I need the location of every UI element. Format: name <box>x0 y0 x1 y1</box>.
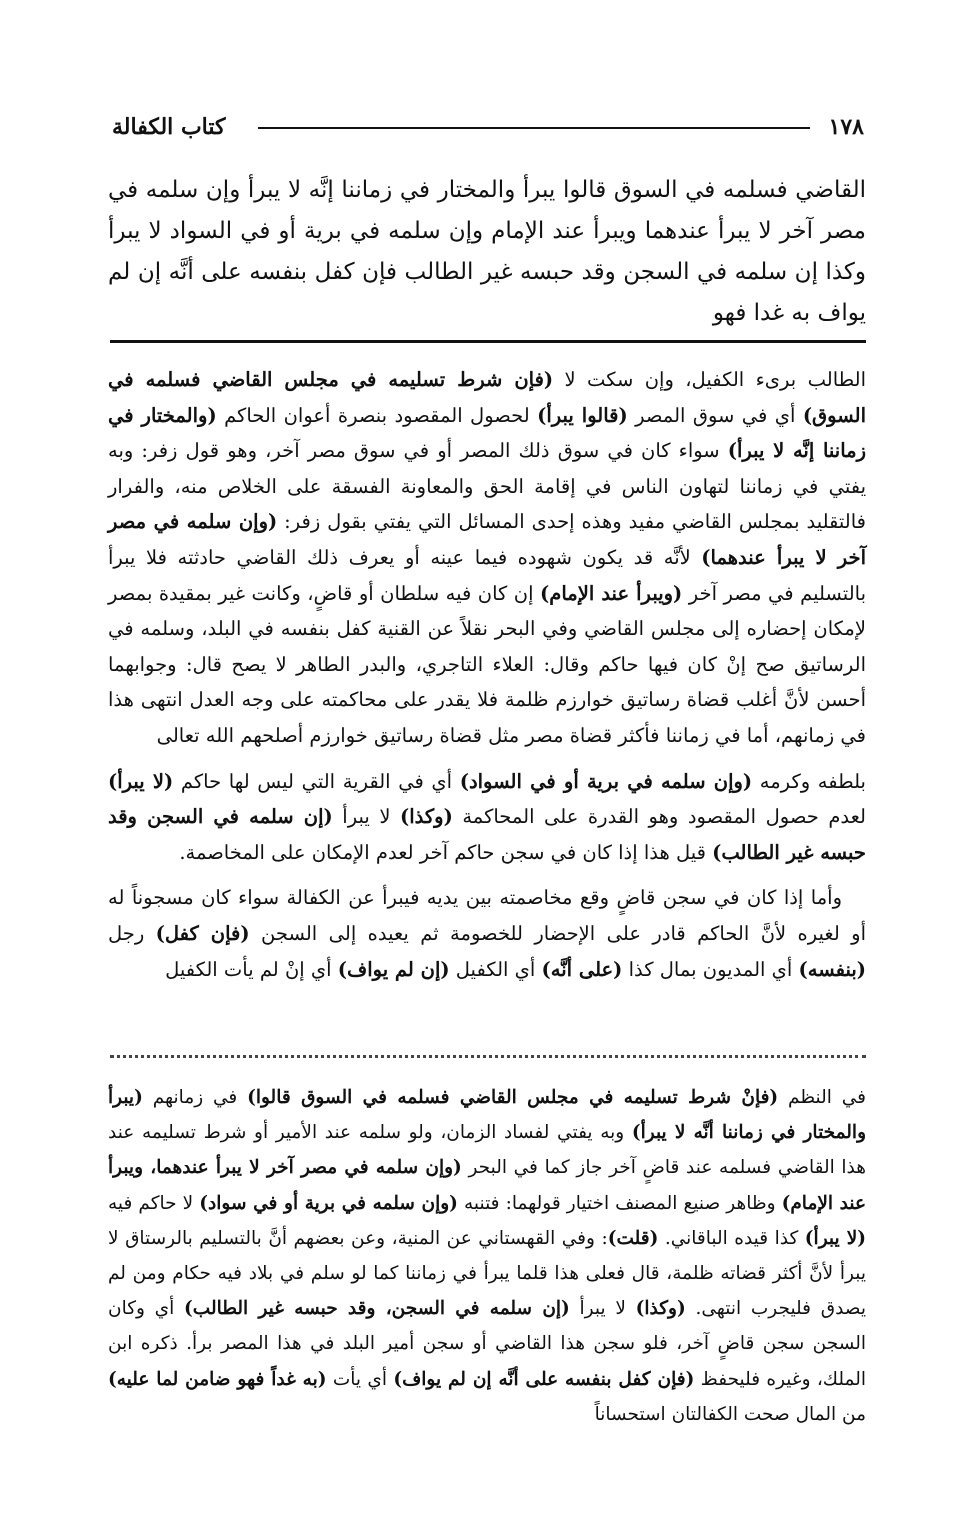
commentary-text: رجل <box>108 921 156 945</box>
matn-quote: (قلت) <box>607 1227 659 1249</box>
matn-quote: (فإن شرط تسليمه في مجلس القاضي فسلمه في السوق) <box>108 368 866 427</box>
commentary-text: وبه يفتي لفساد الزمان، ولو سلمه عند الأمير أو شرط تسليمه عند هذا القاضي فسلمه عند قاضٍ آخر جاز كما في البحر <box>108 1122 867 1179</box>
commentary-text: من المال صحت الكفالتان استحساناً <box>594 1403 866 1425</box>
commentary-text: أي إنْ لم يأت الكفيل <box>165 957 338 981</box>
matn-quote: (وكذا) <box>399 805 453 829</box>
matn-quote: (وكذا) <box>635 1298 686 1320</box>
commentary-text: أي وكان السجن سجن قاضٍ آخر، فلو سجن هذا القاضي أو سجن أمير البلد في هذا المصر برأ. ذكره ابن الملك، وغيره فليحفظ <box>108 1298 866 1390</box>
commentary-text: إن كان فيه سلطان أو قاضٍ، وكانت غير بمقيدة بمصر لإمكان إحضاره إلى مجلس القاضي وفي البحر نقلاً عن القنية كفل بنفسه في البلد، وسلمه في الرساتيق صح إنْ كان فيها حاكم وقال: العلاء التاجري، والبدر الطاهر لا يصح قال: وجوابهما أحسن لأنَّ أغلب قضاة رساتيق خوارزم ظلمة فلا يقدر على محاكمته على وجه العدل انتهى هذا في زمانهم، أما في زماننا فأكثر قضاة مصر مثل قضاة رساتيق خوارزم أصلحهم الله تعالى <box>108 581 866 747</box>
matn-quote: (إن سلمه في السجن، وقد حبسه غير الطالب) <box>184 1298 570 1320</box>
commentary-text: الطالب برىء الكفيل، وإن سكت لا <box>553 368 867 391</box>
commentary-text: بلطفه وكرمه <box>752 769 866 793</box>
commentary-text: قيل هذا إذا كان في سجن حاكم آخر لعدم الإمكان على المخاصمة. <box>179 840 713 864</box>
commentary-section <box>108 362 866 987</box>
commentary-paragraph-3 <box>108 880 866 987</box>
commentary-text: لأنَّه قد يكون شهوده فيما عينه أو يعرف ذلك القاضي حادثته فلا يبرأ بالتسليم في مصر آخر <box>108 545 867 605</box>
header-rule <box>258 127 810 129</box>
matn-quote: (ويبرأ عند الإمام) <box>540 581 683 605</box>
commentary-text: لا يبرأ <box>569 1298 636 1320</box>
matn-quote: (به غداً فهو ضامن لما عليه) <box>108 1368 327 1390</box>
commentary-text: سواء كان في سوق ذلك المصر أو في سوق مصر آخر، وهو قول زفر: وبه يفتي في زماننا لتهاون الناس في إقامة الحق والمعاونة الفسقة على الخلاص منه، والفرار فالتقليد بمجلس القاضي مفيد وهذه إحدى المسائل التي يفتي بقول زفر: <box>108 439 866 534</box>
commentary-text: لا حاكم فيه <box>108 1192 200 1214</box>
dotted-separator <box>110 1055 866 1058</box>
main-text <box>108 170 866 334</box>
nazm-paragraph <box>108 1080 866 1432</box>
commentary-text: في النظم <box>778 1087 866 1108</box>
page-number: ١٧٨ <box>828 114 864 140</box>
book-title: كتاب الكفالة <box>112 114 226 140</box>
matn-quote: (فإن كفل بنفسه على أنَّه إن لم يواف) <box>393 1368 695 1390</box>
commentary-text: في زمانهم <box>142 1087 248 1108</box>
commentary-text: وظاهر صنيع المصنف اختيار قولهما: فتنبه <box>457 1192 782 1214</box>
commentary-text: كذا قيده الباقاني. <box>658 1227 805 1249</box>
commentary-text: أي المديون بمال كذا <box>622 957 799 981</box>
matn-quote: (وإن سلمه في مصر آخر لا يبرأ عندهما، ويبرأ عند الإمام) <box>108 1157 866 1214</box>
matn-quote: (وإن سلمه في برية أو في سواد) <box>199 1192 458 1214</box>
matn-quote: (بنفسه) <box>798 957 866 981</box>
main-separator-rule <box>110 340 866 343</box>
matn-quote: (وإن سلمه في برية أو في السواد) <box>459 769 753 793</box>
matn-quote: (إن سلمه في السجن وقد حبسه غير الطالب) <box>108 805 866 864</box>
matn-quote: (على أنَّه) <box>541 957 623 981</box>
commentary-paragraph-1 <box>108 362 866 754</box>
commentary-text: أي في القرية التي ليس لها حاكم <box>173 769 460 793</box>
nazm-commentary-section <box>108 1080 866 1432</box>
matn-quote: (إن لم يواف) <box>337 957 450 981</box>
matn-quote: (والمختار في زماننا إنَّه لا يبرأ) <box>108 403 866 463</box>
matn-quote: (وإن سلمه في مصر آخر لا يبرأ عندهما) <box>108 510 867 569</box>
commentary-paragraph-2 <box>108 764 866 871</box>
matn-quote: (فإنْ شرط تسليمه في مجلس القاضي فسلمه في السوق قالوا) <box>247 1087 779 1108</box>
running-header <box>112 112 864 146</box>
main-text-paragraph: القاضي فسلمه في السوق قالوا يبرأ والمختار في زماننا إنَّه لا يبرأ وإن سلمه في مصر آخر لا يبرأ عندهما ويبرأ عند الإمام وإن سلمه في برية أو في السواد لا يبرأ وكذا إن سلمه في السجن وقد حبسه غير الطالب فإن كفل بنفسه على أنَّه إن لم يواف به غدا فهو <box>108 177 866 326</box>
matn-quote: (يبرأ والمختار في زماننا أنَّه لا يبرأ) <box>108 1087 867 1144</box>
commentary-text: لعدم حصول المقصود وهو القدرة على المحاكمة <box>452 805 866 829</box>
matn-quote: (فإن كفل) <box>155 921 250 945</box>
commentary-text: لحصول المقصود بنصرة أعوان الحاكم <box>216 403 538 427</box>
commentary-text: : وفي القهستاني عن المنية، وعن بعضهم أنَّ بالتسليم بالرستاق لا يبرأ لأنَّ أكثر قضاته ظلمة، قال فعلى هذا قلما يبرأ في زماننا كما لو سلم في بلاد فيه حكام ومن لم يصدق فليجرب انتهى. <box>108 1227 866 1320</box>
commentary-text: أي في سوق المصر <box>627 403 803 427</box>
commentary-text: أي يأت <box>326 1368 394 1390</box>
commentary-text: وأما إذا كان في سجن قاضٍ وقع مخاصمته بين يديه فيبرأ عن الكفالة سواء كان مسجوناً له أو لغيره لأنَّ الحاكم قادر على الإحضار للخصومة ثم يعيده إلى السجن <box>108 886 867 945</box>
matn-quote: (لا يبرأ) <box>108 769 174 793</box>
commentary-text: لا يبرأ <box>332 805 400 829</box>
matn-quote: (لا يبرأ) <box>804 1227 867 1249</box>
commentary-text: أي الكفيل <box>449 957 542 981</box>
matn-quote: (قالوا يبرأ) <box>537 403 628 427</box>
